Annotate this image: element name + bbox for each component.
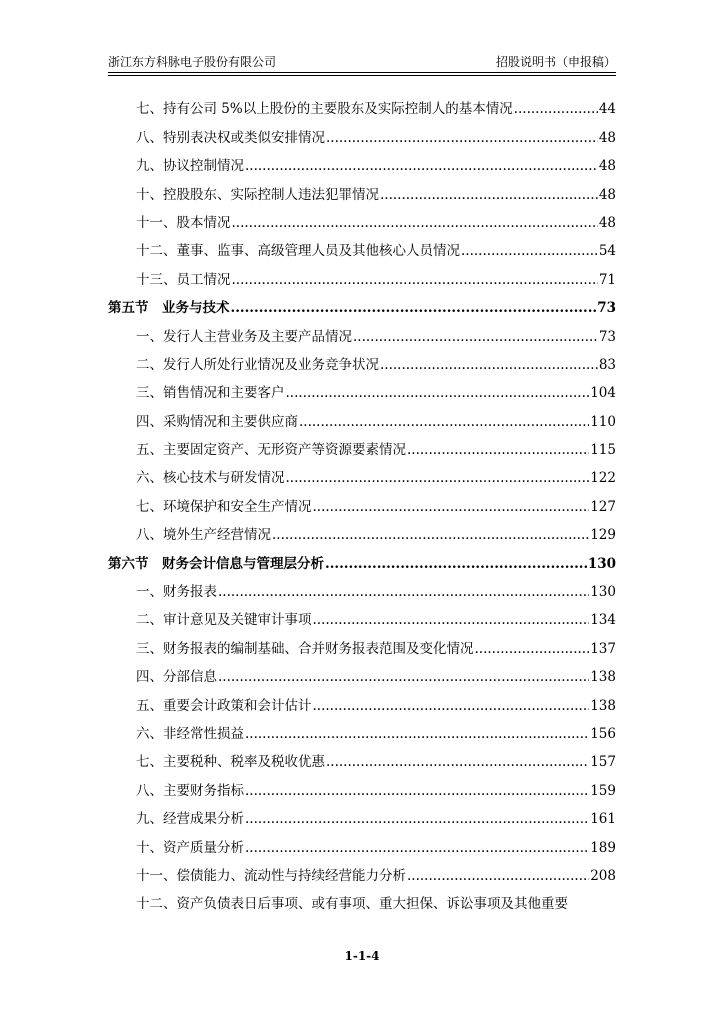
toc-entry-page: 48 bbox=[598, 214, 616, 231]
toc-entry-title: 十三、员工情况 bbox=[136, 271, 231, 288]
toc-dot-leader bbox=[407, 867, 589, 885]
toc-entry-page: 48 bbox=[598, 158, 616, 175]
toc-dot-leader bbox=[286, 469, 590, 487]
toc-entry-title: 十二、董事、监事、高级管理人员及其他核心人员情况 bbox=[136, 243, 460, 260]
toc-entry[interactable] bbox=[108, 601, 616, 629]
toc-entry[interactable] bbox=[108, 743, 616, 771]
toc-entry[interactable] bbox=[108, 118, 616, 146]
toc-entry-title: 十一、偿债能力、流动性与持续经营能力分析 bbox=[136, 867, 406, 884]
header-company-name: 浙江东方科脉电子股份有限公司 bbox=[108, 55, 277, 69]
toc-entry-page: 129 bbox=[590, 527, 616, 544]
toc-entry-title: 八、境外生产经营情况 bbox=[136, 527, 271, 544]
toc-entry-title: 二、审计意见及关键审计事项 bbox=[136, 612, 312, 629]
toc-entry[interactable] bbox=[108, 771, 616, 799]
toc-entry-page: 73 bbox=[598, 328, 616, 345]
toc-dot-leader bbox=[313, 697, 590, 715]
toc-dot-leader bbox=[475, 640, 590, 658]
toc-entry-page: 110 bbox=[590, 413, 616, 430]
toc-dot-leader bbox=[380, 186, 598, 204]
toc-dot-leader bbox=[353, 328, 598, 346]
toc-entry-page: 122 bbox=[590, 470, 616, 487]
toc-entry-title: 六、非经常性损益 bbox=[136, 725, 244, 742]
toc-entry[interactable] bbox=[108, 629, 616, 657]
toc-dot-leader bbox=[325, 555, 587, 573]
toc-entry[interactable] bbox=[108, 374, 616, 402]
toc-entry[interactable] bbox=[108, 715, 616, 743]
toc-dot-leader bbox=[218, 668, 589, 686]
toc-entry-title: 九、协议控制情况 bbox=[136, 158, 244, 175]
toc-dot-leader bbox=[232, 214, 598, 232]
toc-entry-title: 第六节 财务会计信息与管理层分析 bbox=[108, 555, 324, 572]
toc-entry-page: 54 bbox=[598, 243, 616, 260]
toc-dot-leader bbox=[231, 299, 597, 317]
toc-dot-leader bbox=[232, 271, 598, 289]
header-document-title: 招股说明书（申报稿） bbox=[495, 55, 616, 69]
toc-dot-leader bbox=[299, 413, 589, 431]
toc-dot-leader bbox=[245, 157, 598, 175]
toc-entry-title: 第五节 业务与技术 bbox=[108, 300, 230, 317]
toc-entry-page: 115 bbox=[590, 442, 616, 459]
toc-entry-title: 四、采购情况和主要供应商 bbox=[136, 413, 298, 430]
toc-entry-title: 二、发行人所处行业情况及业务竞争状况 bbox=[136, 356, 379, 373]
toc-entry[interactable] bbox=[108, 346, 616, 374]
toc-entry-title: 三、销售情况和主要客户 bbox=[136, 385, 285, 402]
toc-entry[interactable] bbox=[108, 431, 616, 459]
toc-entry-title: 一、财务报表 bbox=[136, 584, 217, 601]
toc-entry-title: 六、核心技术与研发情况 bbox=[136, 470, 285, 487]
page-number: 1-1-4 bbox=[344, 949, 380, 963]
toc-entry-page: 44 bbox=[598, 101, 616, 118]
toc-entry[interactable] bbox=[108, 487, 616, 515]
toc-dot-leader bbox=[313, 498, 590, 516]
toc-dot-leader bbox=[245, 839, 589, 857]
toc-entry[interactable] bbox=[108, 260, 616, 288]
toc-entry-title: 十二、资产负债表日后事项、或有事项、重大担保、诉讼事项及其他重要 bbox=[136, 896, 568, 913]
toc-dot-leader bbox=[313, 611, 590, 629]
toc-dot-leader bbox=[245, 782, 589, 800]
toc-dot-leader bbox=[461, 242, 598, 260]
toc-entry-title: 十、资产质量分析 bbox=[136, 839, 244, 856]
toc-entry[interactable] bbox=[108, 459, 616, 487]
toc-entry[interactable] bbox=[108, 175, 616, 203]
toc-entry[interactable] bbox=[108, 516, 616, 544]
toc-entry-page: 127 bbox=[590, 498, 616, 515]
toc-entry-page: 156 bbox=[590, 725, 616, 742]
toc-dot-leader bbox=[380, 356, 598, 374]
toc-entry[interactable] bbox=[108, 317, 616, 345]
toc-entry-page: 189 bbox=[590, 839, 616, 856]
toc-entry-page: 104 bbox=[590, 385, 616, 402]
toc-dot-leader bbox=[514, 100, 598, 118]
toc-entry-title: 八、特别表决权或类似安排情况 bbox=[136, 129, 325, 146]
toc-entry[interactable] bbox=[108, 232, 616, 260]
toc-dot-leader bbox=[245, 810, 589, 828]
toc-entry[interactable] bbox=[108, 573, 616, 601]
toc-dot-leader bbox=[286, 384, 590, 402]
toc-entry-page: 159 bbox=[590, 782, 616, 799]
toc-entry-page: 137 bbox=[590, 640, 616, 657]
toc-dot-leader bbox=[245, 725, 589, 743]
toc-entry[interactable] bbox=[108, 686, 616, 714]
toc-entry-title: 十一、股本情况 bbox=[136, 214, 231, 231]
toc-dot-leader bbox=[326, 129, 598, 147]
toc-entry[interactable] bbox=[108, 90, 616, 118]
toc-dot-leader bbox=[326, 753, 589, 771]
toc-section-entry[interactable] bbox=[108, 289, 616, 317]
toc-entry-page: 138 bbox=[590, 669, 616, 686]
toc-entry-title: 七、持有公司 5%以上股份的主要股东及实际控制人的基本情况 bbox=[136, 101, 513, 118]
toc-entry-page: 208 bbox=[590, 867, 616, 884]
toc-entry[interactable] bbox=[108, 658, 616, 686]
toc-dot-leader bbox=[407, 441, 589, 459]
toc-entry-title: 四、分部信息 bbox=[136, 669, 217, 686]
header-rule bbox=[108, 75, 616, 76]
toc-entry-title: 七、环境保护和安全生产情况 bbox=[136, 498, 312, 515]
toc-entry-page: 48 bbox=[598, 129, 616, 146]
toc-entry-title: 五、重要会计政策和会计估计 bbox=[136, 697, 312, 714]
toc-entry[interactable] bbox=[108, 885, 616, 913]
toc-entry-page: 71 bbox=[598, 271, 616, 288]
toc-entry[interactable] bbox=[108, 857, 616, 885]
toc-entry-page: 73 bbox=[597, 300, 616, 317]
toc-entry[interactable] bbox=[108, 402, 616, 430]
toc-entry-title: 三、财务报表的编制基础、合并财务报表范围及变化情况 bbox=[136, 640, 474, 657]
toc-entry-page: 138 bbox=[590, 697, 616, 714]
toc-dot-leader bbox=[218, 583, 589, 601]
toc-entry-page: 130 bbox=[590, 584, 616, 601]
toc-dot-leader bbox=[272, 526, 589, 544]
toc-entry-title: 十、控股股东、实际控制人违法犯罪情况 bbox=[136, 186, 379, 203]
toc-entry-page: 157 bbox=[590, 754, 616, 771]
toc-entry-title: 九、经营成果分析 bbox=[136, 811, 244, 828]
toc-section-entry[interactable] bbox=[108, 544, 616, 572]
toc-entry-title: 五、主要固定资产、无形资产等资源要素情况 bbox=[136, 442, 406, 459]
toc-entry-page: 134 bbox=[590, 612, 616, 629]
toc-entry-title: 八、主要财务指标 bbox=[136, 782, 244, 799]
toc-entry-page: 83 bbox=[598, 356, 616, 373]
toc-entry-title: 七、主要税种、税率及税收优惠 bbox=[136, 754, 325, 771]
toc-entry-page: 161 bbox=[590, 811, 616, 828]
toc-entry-page: 48 bbox=[598, 186, 616, 203]
page-header bbox=[108, 50, 616, 73]
table-of-contents bbox=[108, 90, 616, 913]
toc-entry[interactable] bbox=[108, 828, 616, 856]
toc-entry-title: 一、发行人主营业务及主要产品情况 bbox=[136, 328, 352, 345]
toc-entry[interactable] bbox=[108, 204, 616, 232]
toc-entry[interactable] bbox=[108, 800, 616, 828]
toc-entry[interactable] bbox=[108, 147, 616, 175]
toc-entry-page: 130 bbox=[587, 555, 616, 572]
